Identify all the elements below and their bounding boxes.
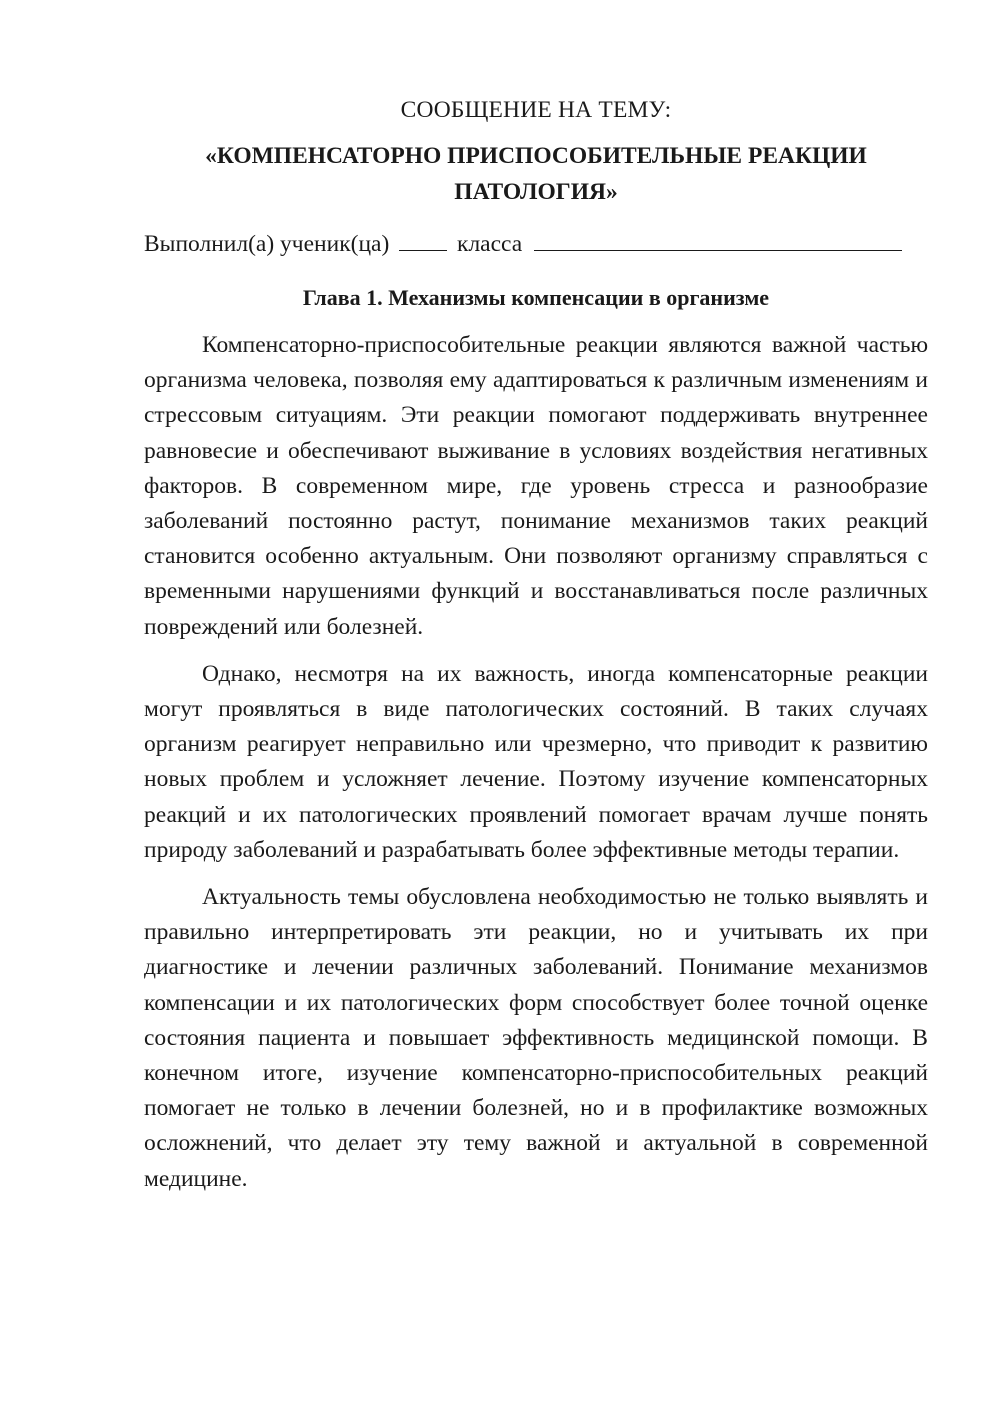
performer-label: Выполнил(а) ученик(ца): [144, 231, 390, 257]
chapter-heading: Глава 1. Механизмы компенсации в организме: [302, 285, 770, 310]
document-title-line-2: ПАТОЛОГИЯ»: [454, 179, 618, 205]
paragraph-3: Актуальность темы обусловлена необходимостью не только выявлять и правильно интерпретировать эти реакции, но и учитывать их при диагностике и лечении различных заболеваний. Понимание механизмов компенсации и их патологических форм способствует более точной оценке состояния пациента и повышает эффективность медицинской помощи. В конечном итоге, изучение компенсаторно-приспособительных реакций помогает не только в лечении болезней, но и в профилактике возможных осложнений, что делает эту тему важной и актуальной в современной медицине.: [144, 884, 928, 1192]
document-page: [144, 92, 928, 1209]
class-name-blank: [534, 228, 902, 251]
performer-line: [144, 226, 928, 262]
document-header: СООБЩЕНИЕ НА ТЕМУ:: [400, 97, 672, 123]
paragraph-2: Однако, несмотря на их важность, иногда компенсаторные реакции могут проявляться в виде патологических состояний. В таких случаях организм реагирует неправильно или чрезмерно, что приводит к развитию новых проблем и усложняет лечение. Поэтому изучение компенсаторных реакций и их патологических проявлений помогает врачам лучше понять природу заболеваний и разрабатывать более эффективные методы терапии.: [144, 660, 928, 863]
class-label: класса: [457, 231, 523, 257]
grade-blank: [399, 228, 447, 251]
document-title-line-1: «КОМПЕНСАТОРНО ПРИСПОСОБИТЕЛЬНЫЕ РЕАКЦИИ: [205, 143, 867, 169]
paragraph-1: Компенсаторно-приспособительные реакции являются важной частью организма человека, позволяя ему адаптироваться к различным изменениям и стрессовым ситуациям. Эти реакции помогают поддерживать внутреннее равновесие и обеспечивают выживание в условиях воздействия негативных факторов. В современном мире, где уровень стресса и разнообразие заболеваний постоянно растут, понимание механизмов таких реакций становится особенно актуальным. Они позволяют организму справляться с временными нарушениями функций и восстанавливаться после различных повреждений или болезней.: [144, 332, 928, 640]
